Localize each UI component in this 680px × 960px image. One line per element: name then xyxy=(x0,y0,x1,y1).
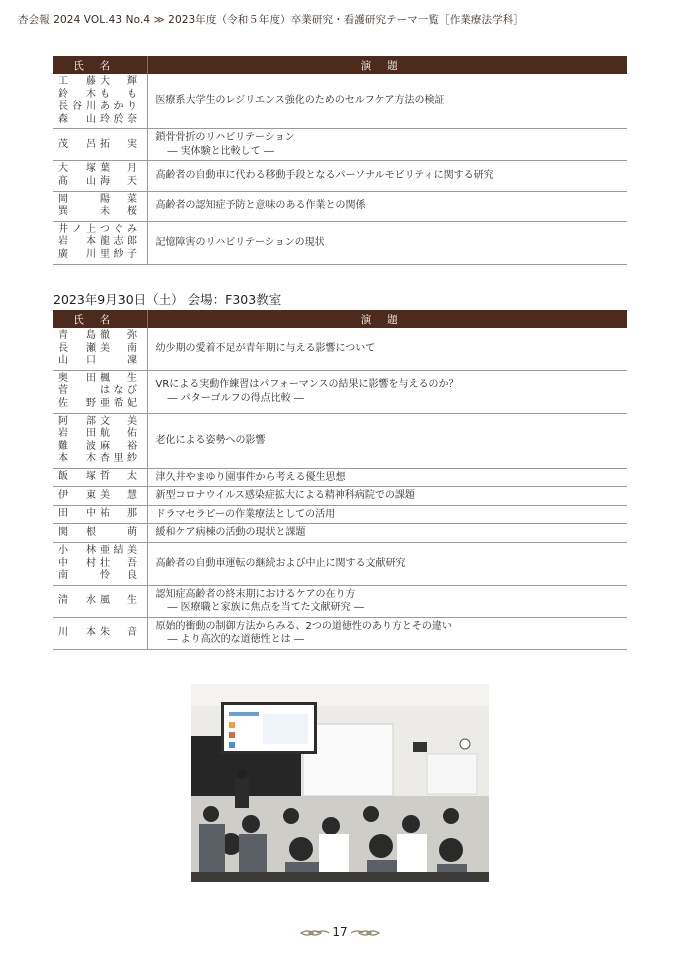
page-number-text: 17 xyxy=(332,925,348,939)
student-names-cell xyxy=(53,524,147,543)
research-subtitle: ― より高次的な道徳性とは ― xyxy=(167,634,304,646)
student-name xyxy=(58,236,147,249)
family-name: 大 塚 xyxy=(58,163,96,175)
student-name xyxy=(58,428,147,441)
student-name xyxy=(58,490,147,503)
given-name: 陽 菜 xyxy=(100,193,137,205)
research-theme-cell xyxy=(147,487,627,506)
names-column-header: 氏名 xyxy=(53,56,147,74)
student-names-cell xyxy=(53,221,147,264)
student-name xyxy=(58,385,147,398)
research-subtitle: ― パターゴルフの得点比較 ― xyxy=(167,392,304,404)
given-name: 龍 志 郎 xyxy=(100,236,137,248)
research-title: 新型コロナウイルス感染症拡大による精神科病院での課題 xyxy=(155,490,415,502)
given-name: 楓 生 xyxy=(100,372,137,384)
given-name: 杏 里 紗 xyxy=(100,453,137,465)
research-theme-cell xyxy=(147,542,627,585)
given-name: 玲 於 奈 xyxy=(100,113,137,125)
given-name: 祐 那 xyxy=(100,508,137,520)
given-name: 亜 希 妃 xyxy=(100,397,137,409)
student-name xyxy=(58,527,147,540)
given-name: 風 生 xyxy=(100,594,137,606)
research-theme-cell xyxy=(147,129,627,161)
student-name xyxy=(58,595,147,608)
given-name: 大 輝 xyxy=(100,76,137,87)
given-name: あ か り xyxy=(100,101,137,113)
table-row xyxy=(53,487,627,506)
given-name: 哲 太 xyxy=(100,471,137,483)
separator-glyph: ≫ xyxy=(153,14,165,26)
research-theme-cell xyxy=(147,370,627,413)
student-name xyxy=(58,139,147,152)
given-name: 凜 xyxy=(127,355,137,367)
research-theme-cell xyxy=(147,505,627,524)
research-theme-cell xyxy=(147,161,627,191)
research-title: 津久井やまゆり園事件から考える優生思想 xyxy=(155,471,346,483)
family-name: 茂 呂 xyxy=(58,138,96,150)
given-name: 美 南 xyxy=(100,342,137,354)
table-row xyxy=(53,161,627,191)
table-row xyxy=(53,468,627,487)
family-name: 小 林 xyxy=(58,544,96,556)
student-name xyxy=(58,558,147,571)
student-names-cell xyxy=(53,617,147,649)
student-name xyxy=(58,114,147,127)
table-row xyxy=(53,505,627,524)
given-name: も も xyxy=(100,88,137,100)
student-name xyxy=(58,89,147,102)
research-subtitle: ― 医療職と家族に焦点を当てた文献研究 ― xyxy=(167,602,364,614)
names-column-header: 氏名 xyxy=(53,310,147,328)
research-theme-cell xyxy=(147,221,627,264)
session-venue: 会場：F303教室 xyxy=(187,292,282,307)
given-name: 麻 裕 xyxy=(100,440,137,452)
left-ornament-icon xyxy=(299,929,329,937)
research-title: 緩和ケア病棟の活動の現状と課題 xyxy=(155,527,306,539)
research-title: 原始的衝動の制御方法からみる、2つの道徳性のあり方とその違い xyxy=(155,620,452,632)
family-name: 森 山 xyxy=(58,113,96,125)
family-name: 岩 本 xyxy=(58,236,96,248)
family-name: 菅 xyxy=(58,385,68,397)
research-theme-cell xyxy=(147,468,627,487)
student-name xyxy=(58,206,147,219)
research-title: ドラマセラピーの作業療法としての活用 xyxy=(155,508,336,520)
family-name: 鈴 木 xyxy=(58,88,96,100)
given-name: 徹 弥 xyxy=(100,330,137,341)
student-name xyxy=(58,471,147,484)
student-names-cell xyxy=(53,505,147,524)
given-name: 美 慧 xyxy=(100,489,137,501)
family-name: 清 水 xyxy=(58,594,96,606)
student-name xyxy=(58,441,147,454)
student-name xyxy=(58,545,147,558)
given-name: つ ぐ み xyxy=(100,223,137,235)
research-title: 高齢者の自動車運転の継続および中止に関する文献研究 xyxy=(155,558,406,570)
research-theme-cell xyxy=(147,585,627,617)
family-name: 山 口 xyxy=(58,355,96,367)
research-title: 鎖骨骨折のリハビリテーション xyxy=(155,132,295,144)
student-name xyxy=(58,373,147,386)
student-names-cell xyxy=(53,74,147,129)
family-name: 奥 田 xyxy=(58,372,96,384)
family-name: 長 谷 川 xyxy=(58,101,96,113)
family-name: 青 島 xyxy=(58,330,96,341)
research-title: VRによる実動作練習はパフォーマンスの結果に影響を与えるのか？ xyxy=(155,379,459,391)
research-title: 高齢者の自動車に代わる移動手段となるパーソナルモビリティに関する研究 xyxy=(155,170,494,182)
table-row xyxy=(53,74,627,129)
student-name xyxy=(58,508,147,521)
research-theme-cell xyxy=(147,74,627,129)
family-name: 廣 川 xyxy=(58,248,96,260)
table-row xyxy=(53,129,627,161)
family-name: 関 根 xyxy=(58,526,96,538)
family-name: 岩 田 xyxy=(58,428,96,440)
family-name: 伊 東 xyxy=(58,489,96,501)
research-theme-cell xyxy=(147,524,627,543)
student-name xyxy=(58,627,147,640)
given-name: 拓 実 xyxy=(100,138,137,150)
student-names-cell xyxy=(53,468,147,487)
family-name: 南 xyxy=(58,570,68,582)
research-title: 医療系大学生のレジリエンス強化のためのセルフケア方法の検証 xyxy=(155,95,445,107)
session-date: 2023年9月30日（土） xyxy=(53,292,184,307)
session-heading xyxy=(53,290,281,308)
student-names-cell xyxy=(53,413,147,468)
table-row xyxy=(53,191,627,221)
research-title: 記憶障害のリハビリテーションの現状 xyxy=(155,236,325,248)
table-row xyxy=(53,370,627,413)
student-name xyxy=(58,343,147,356)
family-name: 岡 xyxy=(58,193,68,205)
family-name: 川 本 xyxy=(58,626,96,638)
family-name: 髙 山 xyxy=(58,175,96,187)
table-row xyxy=(53,328,627,370)
student-name xyxy=(58,194,147,207)
given-name: 亜 結 美 xyxy=(100,544,137,556)
student-name xyxy=(58,453,147,466)
family-name: 中 村 xyxy=(58,557,96,569)
given-name: 海 天 xyxy=(100,175,137,187)
theme-table-session-1 xyxy=(53,56,627,265)
research-title: 高齢者の認知症予防と意味のある作業との関係 xyxy=(155,200,366,212)
given-name: 航 佑 xyxy=(100,428,137,440)
given-name: は な び xyxy=(100,385,137,397)
family-name: 佐 野 xyxy=(58,397,96,409)
running-header xyxy=(18,12,662,27)
given-name: 葉 月 xyxy=(100,163,137,175)
given-name: 未 桜 xyxy=(100,206,137,218)
student-name xyxy=(58,570,147,583)
table-row xyxy=(53,542,627,585)
student-name xyxy=(58,163,147,176)
student-name xyxy=(58,355,147,368)
given-name: 怜 良 xyxy=(100,570,137,582)
research-title: 老化による姿勢への影響 xyxy=(155,435,266,446)
student-name xyxy=(58,224,147,237)
student-names-cell xyxy=(53,487,147,506)
table-row xyxy=(53,585,627,617)
table-row xyxy=(53,617,627,649)
theme-column-header: 演題 xyxy=(147,310,627,328)
student-names-cell xyxy=(53,585,147,617)
header-title: 2023年度（令和５年度）卒業研究・看護研究テーマ一覧［作業療法学科］ xyxy=(168,14,524,26)
lecture-hall-photo xyxy=(191,684,489,882)
given-name: 里 紗 子 xyxy=(100,248,137,260)
given-name: 朱 音 xyxy=(100,626,137,638)
family-name: 田 中 xyxy=(58,508,96,520)
student-name xyxy=(58,330,147,343)
student-name xyxy=(58,176,147,189)
student-name xyxy=(58,76,147,89)
research-subtitle: ― 実体験と比較して ― xyxy=(167,145,274,157)
table-row xyxy=(53,413,627,468)
theme-column-header: 演題 xyxy=(147,56,627,74)
student-names-cell xyxy=(53,328,147,370)
family-name: 巽 xyxy=(58,206,68,218)
theme-table-session-2 xyxy=(53,310,627,650)
given-name: 壮 吾 xyxy=(100,557,137,569)
student-name xyxy=(58,398,147,411)
student-name xyxy=(58,101,147,114)
family-name: 工 藤 xyxy=(58,76,96,87)
research-theme-cell xyxy=(147,413,627,468)
table-row xyxy=(53,524,627,543)
given-name: 萌 xyxy=(127,526,137,538)
family-name: 阿 部 xyxy=(58,415,96,427)
student-names-cell xyxy=(53,129,147,161)
research-theme-cell xyxy=(147,617,627,649)
student-names-cell xyxy=(53,542,147,585)
research-theme-cell xyxy=(147,191,627,221)
student-names-cell xyxy=(53,370,147,413)
student-name xyxy=(58,416,147,429)
family-name: 長 瀬 xyxy=(58,342,96,354)
research-theme-cell xyxy=(147,328,627,370)
given-name: 文 美 xyxy=(100,415,137,427)
family-name: 井 ノ 上 xyxy=(58,223,96,235)
student-names-cell xyxy=(53,191,147,221)
table-row xyxy=(53,221,627,264)
publication-name: 杏会報 2024 VOL.43 No.4 xyxy=(18,14,151,26)
research-title: 幼少期の愛着不足が青年期に与える影響について xyxy=(155,343,376,355)
student-names-cell xyxy=(53,161,147,191)
family-name: 本 木 xyxy=(58,453,96,465)
family-name: 飯 塚 xyxy=(58,471,96,483)
page-number xyxy=(0,925,680,939)
family-name: 難 波 xyxy=(58,440,96,452)
research-title: 認知症高齢者の終末期におけるケアの在り方 xyxy=(155,588,356,600)
right-ornament-icon xyxy=(351,929,381,937)
student-name xyxy=(58,249,147,262)
